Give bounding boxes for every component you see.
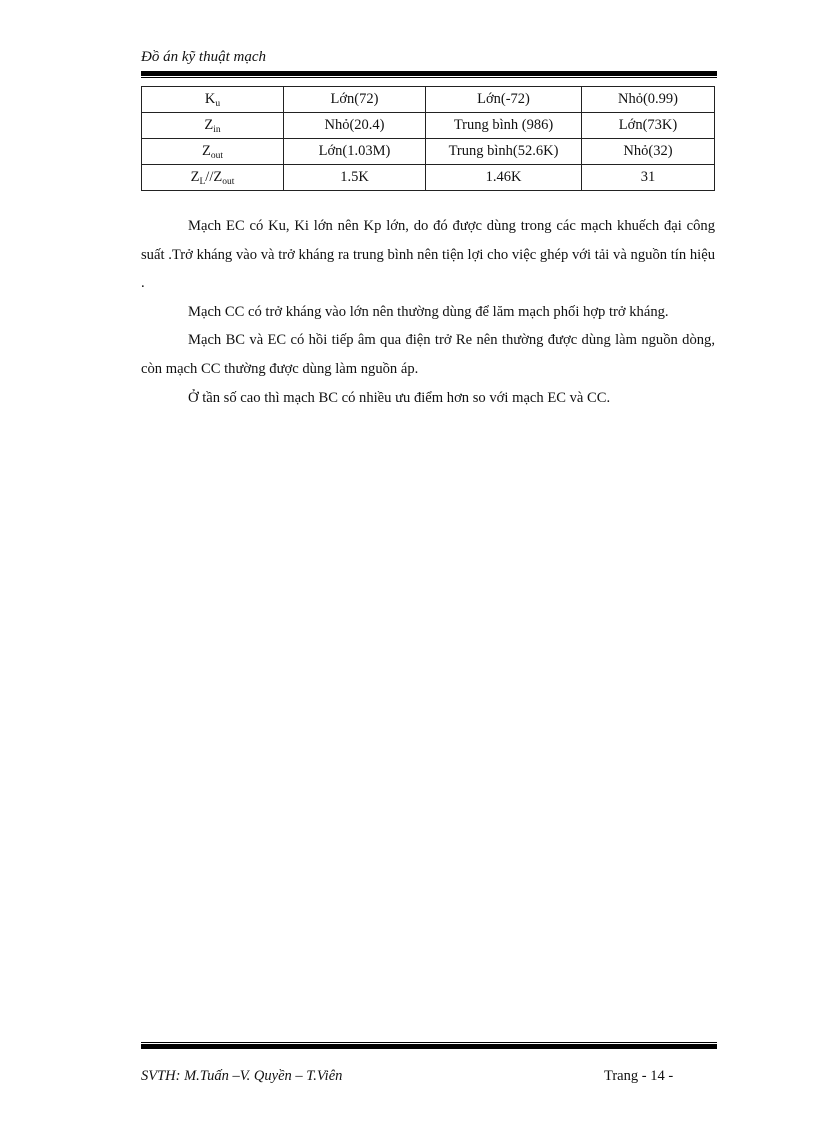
- comparison-table: [141, 86, 715, 191]
- table-cell: Nhỏ(20.4): [284, 113, 426, 139]
- paragraph-high-frequency: Ở tần số cao thì mạch BC có nhiều ưu điểm hơn so với mạch EC và CC.: [188, 389, 611, 406]
- table-cell: 1.5K: [284, 165, 426, 191]
- table-cell: Nhỏ(32): [582, 139, 715, 165]
- table-cell: Trung bình (986): [426, 113, 582, 139]
- table-row-ku: [142, 87, 715, 113]
- header-rule: [141, 71, 717, 78]
- table-cell: 1.46K: [426, 165, 582, 191]
- body-text: [141, 212, 715, 412]
- table-cell: Trung bình(52.6K): [426, 139, 582, 165]
- table-cell: 31: [582, 165, 715, 191]
- table-row-zl-zout: [142, 165, 715, 191]
- paragraph-cc: Mạch CC có trở kháng vào lớn nên thường dùng để lăm mạch phối hợp trở kháng.: [188, 303, 669, 320]
- table-cell: Lớn(73K): [582, 113, 715, 139]
- table-cell: Lớn(1.03M): [284, 139, 426, 165]
- page-number: Trang - 14 -: [604, 1068, 674, 1084]
- table-cell: Nhỏ(0.99): [582, 87, 715, 113]
- document-header-title: Đồ án kỹ thuật mạch: [141, 49, 266, 65]
- footer-rule: [141, 1042, 717, 1049]
- table-row-zin: [142, 113, 715, 139]
- paragraph-bc-ec: Mạch BC và EC có hồi tiếp âm qua điện trở Re nên thường được dùng làm nguồn dòng, còn mạch CC thường được dùng làm nguồn áp.: [141, 332, 715, 377]
- paragraph-ec: Mạch EC có Ku, Ki lớn nên Kp lớn, do đó được dùng trong các mạch khuếch đại công suất .Trở kháng vào và trở kháng ra trung bình nên tiện lợi cho việc ghép với tải và nguồn tín hiệu .: [141, 218, 715, 292]
- footer-authors: SVTH: M.Tuấn –V. Quyền – T.Viên: [141, 1068, 343, 1084]
- table-cell: Lớn(-72): [426, 87, 582, 113]
- table-row-zout: [142, 139, 715, 165]
- table-cell: Lớn(72): [284, 87, 426, 113]
- row-label: $K_u$: [142, 87, 284, 113]
- row-label: $Z_L//Z_{out}$: [142, 165, 284, 191]
- row-label: $Z_{out}$: [142, 139, 284, 165]
- row-label: $Z_{in}$: [142, 113, 284, 139]
